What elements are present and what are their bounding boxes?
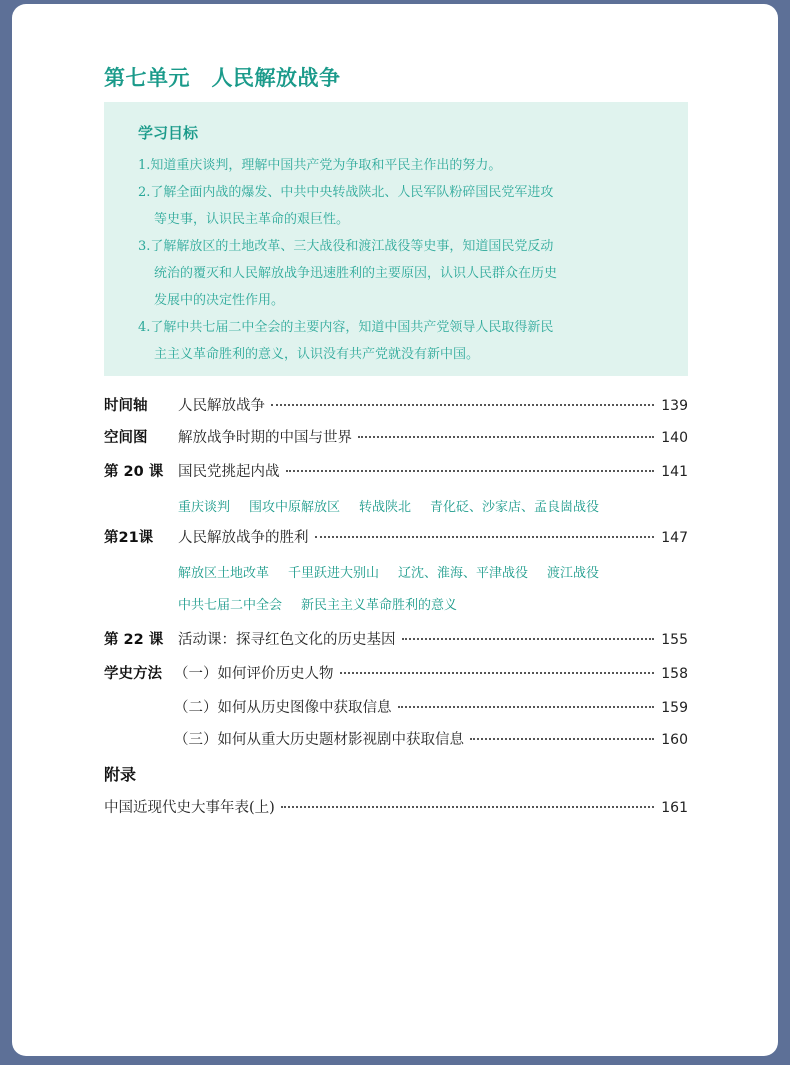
goal-2-cont: 等史事，认识民主革命的艰巨性。 [154,212,350,227]
toc-entry-method-3[interactable] [104,728,688,758]
leader-dots [340,672,655,674]
toc-page: 158 [661,666,688,682]
toc-label: 学史方法 [104,666,162,682]
subtopic: 转战陕北 [359,500,412,515]
leader-dots [271,404,654,406]
subtopic: 青化砭、沙家店、孟良崮战役 [430,500,600,515]
toc-entry-space[interactable] [104,426,688,456]
subtopic: 辽沈、淮海、平津战役 [398,566,529,581]
goal-4: 4.了解中共七届二中全会的主要内容，知道中国共产党领导人民取得新民 [138,320,554,335]
toc-label: 第 20 课 [104,464,164,480]
toc-page: 141 [661,464,688,480]
goal-3: 3.了解解放区的土地改革、三大战役和渡江战役等史事，知道国民党反动 [138,239,554,254]
toc-page: 147 [661,530,688,546]
toc-page: 139 [661,398,688,414]
toc-page: 140 [661,430,688,446]
toc-entry-method-2[interactable] [104,696,688,726]
lesson-20-subtopics [178,496,599,520]
learning-goals-box [104,102,688,376]
toc-title: （一）如何评价历史人物 [174,666,334,682]
toc-title: 人民解放战争的胜利 [178,530,309,546]
goal-2: 2.了解全面内战的爆发、中共中央转战陕北、人民军队粉碎国民党军进攻 [138,185,554,200]
appendix-heading: 附录 [104,765,137,784]
goal-4-cont: 主主义革命胜利的意义，认识没有共产党就没有新中国。 [154,347,480,362]
toc-page: 160 [661,732,688,748]
toc-entry-lesson-21[interactable] [104,526,688,556]
toc-entry-method-1[interactable] [104,662,688,692]
leader-dots [470,738,654,740]
leader-dots [358,436,654,438]
toc-label: 第21课 [104,530,154,546]
goals-list [138,152,668,368]
unit-title: 第七单元 人民解放战争 [104,66,341,90]
subtopic: 重庆谈判 [178,500,231,515]
subtopic: 渡江战役 [547,566,600,581]
toc-title: 解放战争时期的中国与世界 [178,430,352,446]
goal-3-cont2: 发展中的决定性作用。 [154,293,285,308]
leader-dots [402,638,655,640]
toc-title: （三）如何从重大历史题材影视剧中获取信息 [174,732,464,748]
goal-1: 1.知道重庆谈判，理解中国共产党为争取和平民主作出的努力。 [138,158,502,173]
toc-page: 155 [661,632,688,648]
subtopic: 围攻中原解放区 [249,500,341,515]
leader-dots [398,706,655,708]
toc-title: （二）如何从历史图像中获取信息 [174,700,392,716]
leader-dots [315,536,655,538]
lesson-21-subtopics-2 [178,594,457,618]
toc-entry-lesson-20[interactable] [104,460,688,490]
toc-page: 161 [661,800,688,816]
toc-title: 人民解放战争 [178,398,265,414]
subtopic: 新民主主义革命胜利的意义 [301,598,458,613]
toc-entry-lesson-22[interactable] [104,628,688,658]
toc-title: 中国近现代史大事年表(上) [104,800,275,816]
toc-label: 时间轴 [104,398,148,414]
toc-label: 空间图 [104,430,148,446]
book-page [12,4,778,1056]
toc-page: 159 [661,700,688,716]
goals-heading: 学习目标 [138,124,199,142]
goal-3-cont: 统治的覆灭和人民解放战争迅速胜利的主要原因，认识人民群众在历史 [154,266,558,281]
toc-entry-timeline[interactable] [104,394,688,424]
leader-dots [286,470,655,472]
toc-entry-appendix[interactable] [104,796,688,826]
subtopic: 解放区土地改革 [178,566,270,581]
toc-label: 第 22 课 [104,632,164,648]
toc-title: 国民党挑起内战 [178,464,280,480]
lesson-21-subtopics-1 [178,562,599,586]
leader-dots [281,806,654,808]
toc-title: 活动课：探寻红色文化的历史基因 [178,632,396,648]
subtopic: 中共七届二中全会 [178,598,283,613]
subtopic: 千里跃进大别山 [288,566,380,581]
